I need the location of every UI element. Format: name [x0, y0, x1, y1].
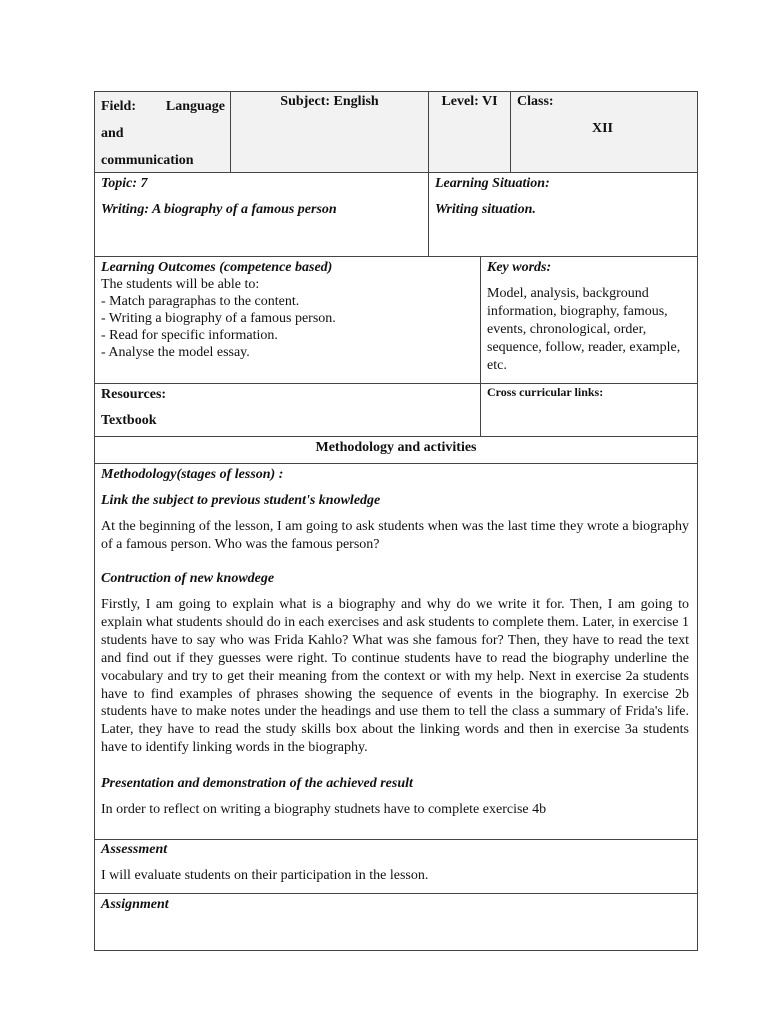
key-words-text: Model, analysis, background information, biography, famous, events, chronological, order, sequence, follow, reader, example, etc. [487, 286, 681, 373]
field-value-word2: and [101, 126, 124, 141]
table-border-right [697, 91, 698, 951]
construction-text: Firstly, I am going to explain what is a biography and why do we write it for. Then, I am going to explain what students should do in each exercises and ask students to complete them. Later, in exercise 1 students have to say who was Frida Kahlo? What was she famous for? Then, they have to read the text and find out if they guesses were right. To continue students have to read the biography underline the vocabulary and try to get their meaning from the context or with my help. Next in exercise 2a students have to find examples of phrases showing the sequence of events in the biography. In exercise 2b students have to make notes under the headings and use them to tell the class a summary of Frida's life. Later, they have to read the study skills box about the linking words and then in exercise 3a students have to identify linking words in the biography. [101, 597, 689, 756]
learning-outcomes-intro: The students will be able to: [101, 277, 260, 292]
learning-outcomes-heading: Learning Outcomes (competence based) [101, 260, 333, 275]
row-divider [94, 463, 698, 464]
field-label: Field: [101, 99, 136, 114]
resources-cell [101, 386, 476, 429]
learning-outcome-item: - Match paragraphas to the content. [101, 294, 300, 309]
learning-situation-value: Writing situation. [435, 202, 536, 217]
topic-cell [101, 175, 423, 218]
level-cell [429, 93, 510, 110]
class-label: Class: [517, 94, 554, 109]
link-subject-heading: Link the subject to previous student's knowledge [101, 493, 381, 508]
key-words-cell [487, 259, 692, 375]
level-label: Level: VI [441, 94, 498, 109]
assessment-cell [101, 841, 689, 884]
field-value-word1: Language [165, 99, 225, 114]
key-words-label: Key words: [487, 260, 552, 275]
assessment-heading: Assessment [101, 842, 168, 857]
class-cell [517, 93, 693, 136]
link-subject-text: At the beginning of the lesson, I am going to ask students when was the last time they wrote a biography of a famous person. Who was the famous person? [101, 519, 689, 552]
field-value-word3: communication [101, 153, 194, 168]
table-border-left [94, 91, 95, 951]
presentation-heading: Presentation and demonstration of the achieved result [101, 776, 413, 792]
cross-curricular-cell [487, 384, 692, 401]
learning-situation-cell [435, 175, 693, 218]
col-divider [480, 256, 481, 436]
methodology-stages-heading: Methodology(stages of lesson) : [101, 467, 284, 482]
learning-outcome-item: - Analyse the model essay. [101, 345, 250, 360]
row-divider [94, 436, 698, 437]
topic-title: Writing: A biography of a famous person [101, 202, 337, 217]
subject-label: Subject: English [280, 94, 379, 109]
presentation-text: In order to reflect on writing a biography studnets have to complete exercise 4b [101, 802, 547, 818]
resources-label: Resources: [101, 387, 167, 402]
assignment-heading: Assignment [101, 897, 169, 912]
resources-value: Textbook [101, 413, 157, 428]
subject-cell [231, 93, 428, 110]
learning-outcome-item: - Read for specific information. [101, 328, 278, 343]
cross-curricular-label: Cross curricular links: [487, 385, 604, 399]
methodology-section-title-cell [95, 439, 697, 456]
table-border-top [94, 91, 698, 92]
col-divider [510, 91, 511, 172]
table-border-bottom [94, 950, 698, 951]
row-divider [94, 893, 698, 894]
assessment-text: I will evaluate students on their participation in the lesson. [101, 868, 429, 883]
methodology-section-title: Methodology and activities [315, 440, 477, 455]
row-divider [94, 256, 698, 257]
learning-situation-label: Learning Situation: [435, 176, 550, 191]
col-divider [428, 91, 429, 256]
assignment-cell [101, 896, 689, 913]
row-divider [94, 839, 698, 840]
learning-outcomes-cell [101, 259, 476, 361]
learning-outcome-item: - Writing a biography of a famous person. [101, 311, 336, 326]
construction-heading: Contruction of new knowdege [101, 571, 275, 586]
methodology-body [101, 466, 689, 818]
topic-label: Topic: 7 [101, 176, 148, 191]
field-cell [101, 93, 225, 171]
class-value: XII [592, 121, 614, 136]
